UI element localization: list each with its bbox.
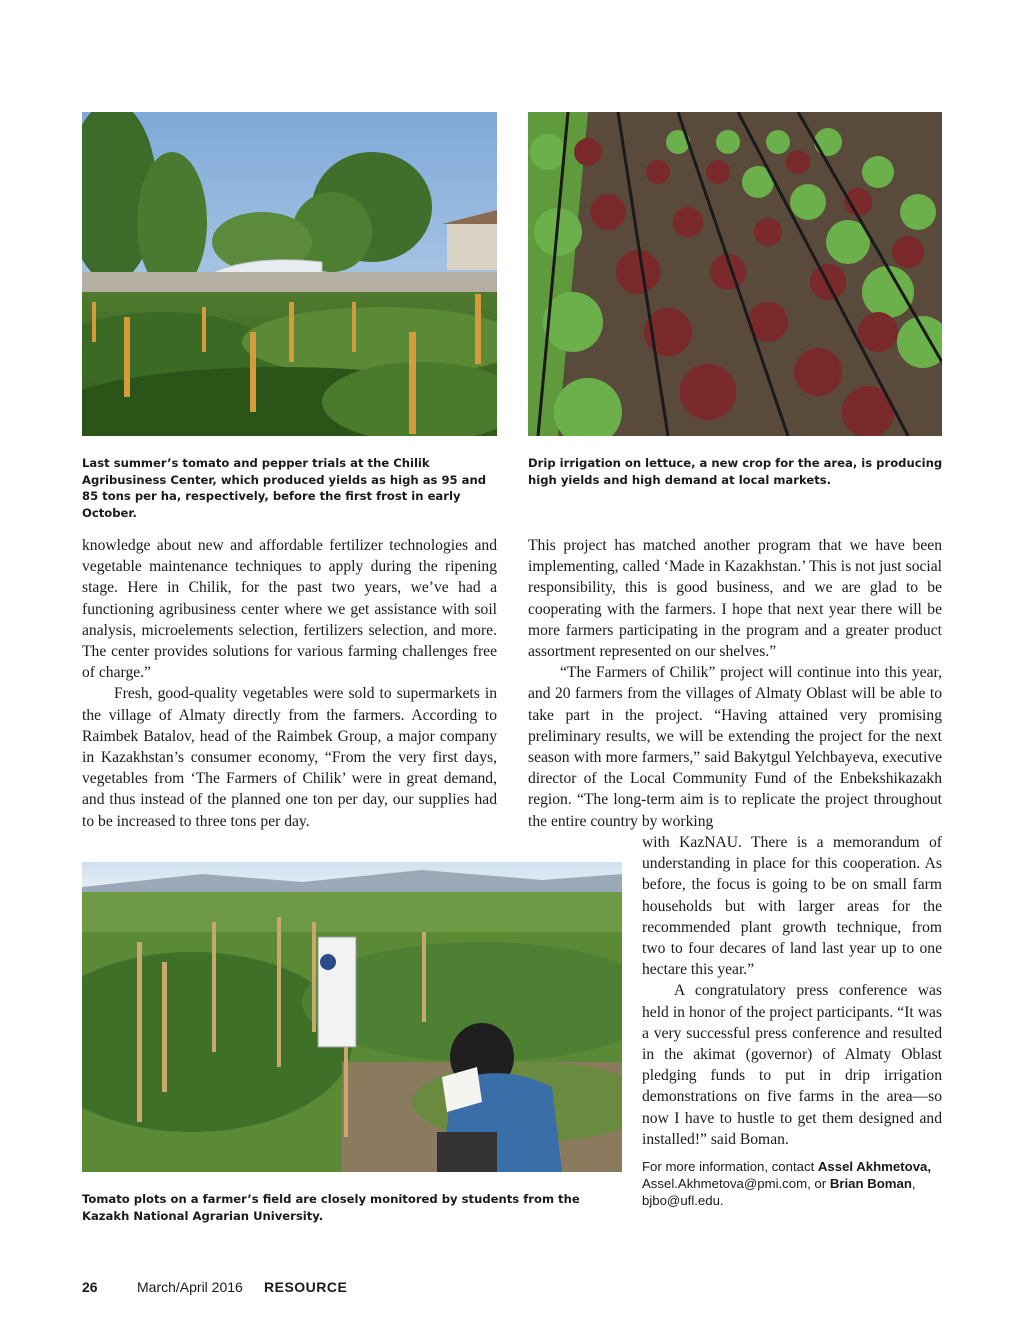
issue-date: March/April 2016 xyxy=(137,1279,243,1295)
narrow-paragraph-continued: with KazNAU. There is a memorandum of understanding in place for this cooperation. As before, the focus is going to be on small farm households but with larger areas for the recommended plant growth technique, from two to four decares of land last year up to one hectare this year.” xyxy=(642,834,942,979)
right-column xyxy=(528,535,942,832)
contact-intro: For more information, contact xyxy=(642,1159,818,1174)
contact-info xyxy=(642,1158,942,1209)
contact-email-1[interactable]: Assel.Akhmetova@pmi.com, or xyxy=(642,1176,827,1191)
contact-email-2[interactable]: , bjbo@ufl.edu. xyxy=(642,1176,916,1208)
right-paragraph-1: This project has matched another program that we have been implementing, called ‘Made in Kazakhstan.’ This is not just social responsibility, this is good business, and we are glad to be cooperating with the farmers. I hope that next year there will be more farmers participating in the program and a greater product assortment represented on our shelves.” xyxy=(528,537,942,661)
caption-student-monitoring: Tomato plots on a farmer’s field are closely monitored by students from the Kazakh National Agrarian University. xyxy=(82,1192,580,1223)
left-column xyxy=(82,535,497,832)
right-paragraph-2: “The Farmers of Chilik” project will continue into this year, and 20 farmers from the villages of Almaty Oblast will be able to take part in the project. “Having attained very promising preliminary results, we will be extending the project for the next season with more farmers,” said Bakytgul Yelchbayeva, executive director of the Local Community Fund of the Enbekshikazakh region. “The long-term aim is to replicate the project throughout the entire country by working xyxy=(528,664,942,830)
caption-tomato-pepper-trials: Last summer’s tomato and pepper trials at the Chilik Agribusiness Center, which produced yields as high as 95 and 85 tons per ha, respectively, before the first frost in early October. xyxy=(82,456,487,520)
lettuce-drip-irrigation-photo xyxy=(528,112,942,436)
contact-name-2: Brian Boman xyxy=(829,1176,912,1191)
page-number: 26 xyxy=(82,1279,98,1295)
left-paragraph-2: Fresh, good-quality vegetables were sold to supermarkets in the village of Almaty directly from the farmers. According to Raimbek Batalov, head of the Raimbek Group, a major company in Kazakhstan’s consumer economy, “From the very first days, vegetables from ‘The Farmers of Chilik’ were in great demand, and thus instead of the planned one ton per day, our supplies had to be increased to three tons per day. xyxy=(82,685,497,830)
left-paragraph-1: knowledge about new and affordable fertilizer technologies and vegetable maintenance techniques to apply during the ripening stage. Here in Chilik, for the past two years, we’ve had a functioning agribusiness center where we get assistance with soil analysis, microelements selection, fertilizers selection, and more. The center provides solutions for various farming challenges free of charge.” xyxy=(82,537,497,682)
narrow-column xyxy=(642,832,942,1150)
tomato-pepper-field-photo xyxy=(82,112,497,436)
contact-name-1: Assel Akhmetova, xyxy=(817,1159,932,1174)
narrow-paragraph-3: A congratulatory press conference was held in honor of the project participants. “It was a very successful press conference and resulted in the akimat (governor) of Almaty Oblast pledging funds to put in drip irrigation demonstrations on five farms in the area—so now I have to hustle to get them designed and installed!” said Boman. xyxy=(642,982,942,1148)
student-monitoring-tomato-plot-photo xyxy=(82,862,622,1172)
magazine-name: RESOURCE xyxy=(264,1279,348,1295)
caption-drip-irrigation: Drip irrigation on lettuce, a new crop for the area, is producing high yields and high demand at local markets. xyxy=(528,456,943,487)
